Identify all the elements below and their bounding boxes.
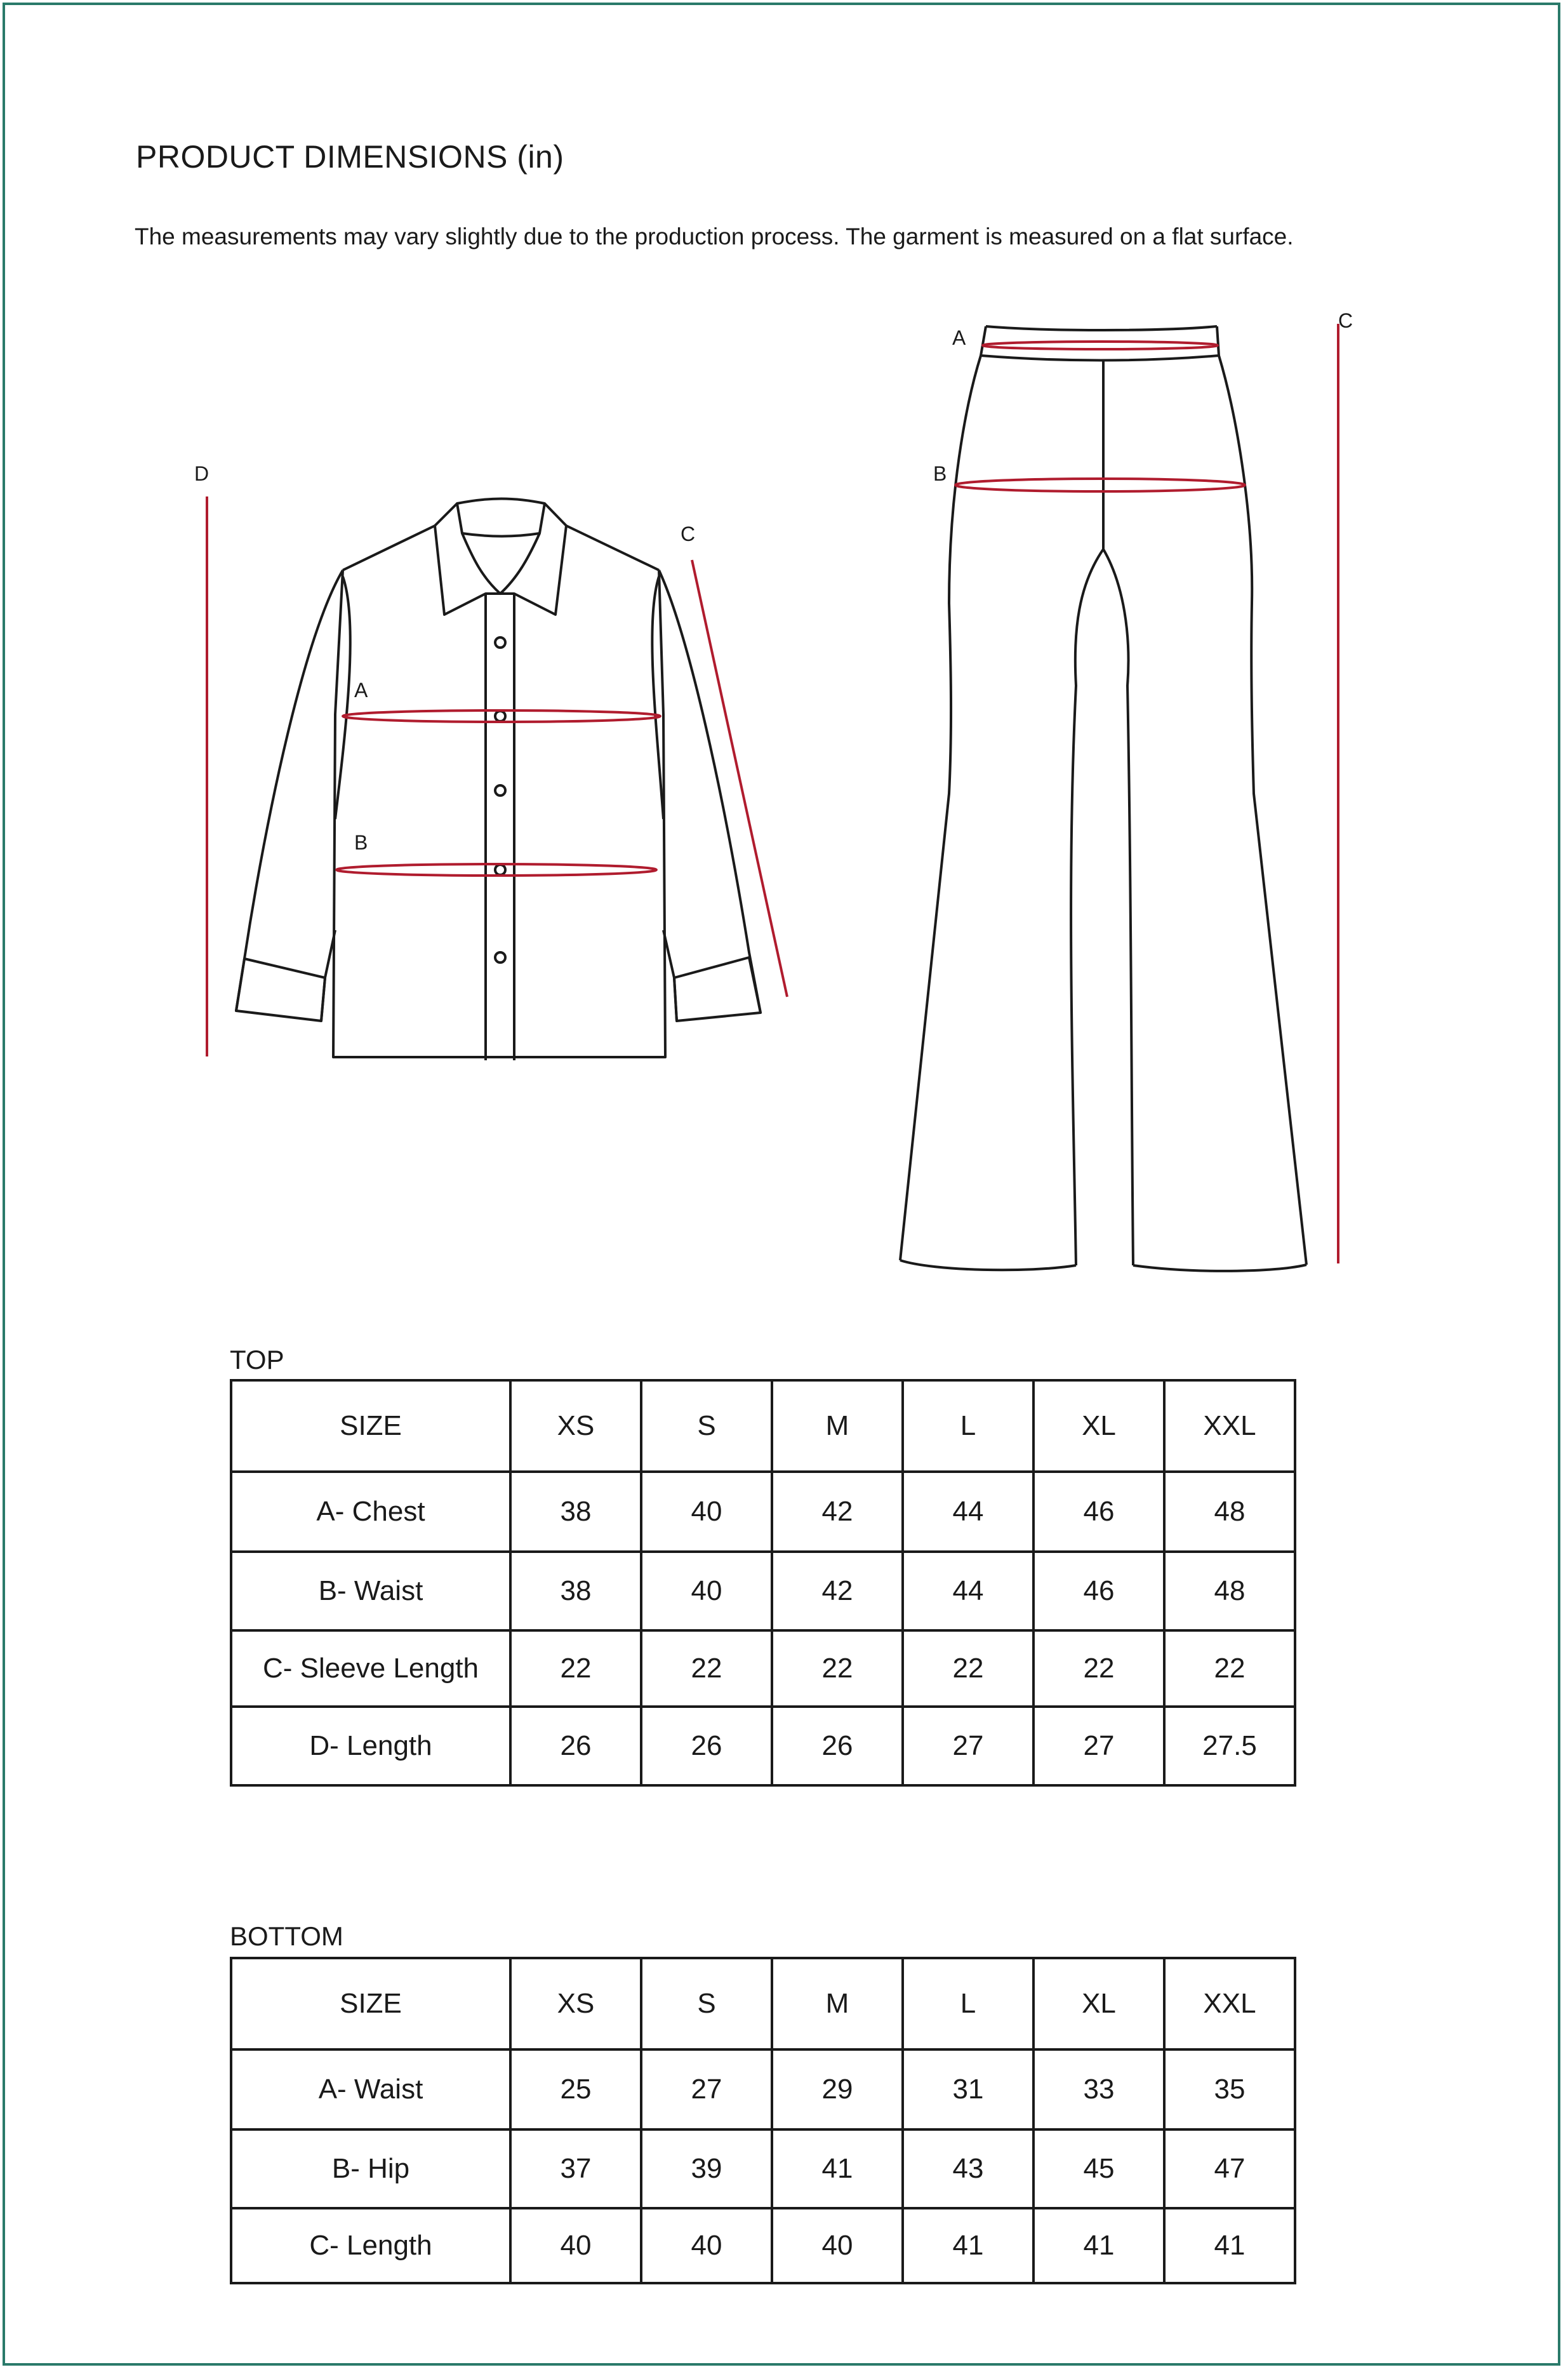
table-cell: 41 <box>903 2208 1033 2283</box>
top-chest-marker: A <box>354 679 368 702</box>
shirt-illustration <box>236 499 761 1061</box>
table-row <box>231 2129 1295 2208</box>
table-cell: 22 <box>510 1630 641 1707</box>
table-cell: 22 <box>772 1630 903 1707</box>
table-header-cell: XXL <box>1164 1958 1295 2049</box>
table-header-cell: SIZE <box>231 1380 510 1472</box>
table-header-cell: M <box>772 1380 903 1472</box>
pants-measure-lines <box>955 324 1338 1263</box>
table-header-cell: S <box>641 1958 772 2049</box>
table-row <box>231 1707 1295 1785</box>
table-cell: 33 <box>1033 2049 1164 2129</box>
table-cell: 29 <box>772 2049 903 2129</box>
table-cell: 37 <box>510 2129 641 2208</box>
top-sleeve-marker: C <box>681 523 696 545</box>
table-header-cell: M <box>772 1958 903 2049</box>
table-row <box>231 1552 1295 1630</box>
table-cell: 48 <box>1164 1552 1295 1630</box>
table-row <box>231 1630 1295 1707</box>
table-row <box>231 2049 1295 2129</box>
table-header-cell: SIZE <box>231 1958 510 2049</box>
table-cell: C- Sleeve Length <box>231 1630 510 1707</box>
table-cell: C- Length <box>231 2208 510 2283</box>
table-cell: 27 <box>903 1707 1033 1785</box>
bottom-waist-line <box>983 342 1218 349</box>
table-cell: 25 <box>510 2049 641 2129</box>
table-cell: B- Hip <box>231 2129 510 2208</box>
bottom-waist-marker: A <box>952 326 966 349</box>
top-sleeve-line <box>692 560 787 997</box>
table-cell: 45 <box>1033 2129 1164 2208</box>
table-cell: 35 <box>1164 2049 1295 2129</box>
table-row <box>231 2208 1295 2283</box>
table-cell: A- Waist <box>231 2049 510 2129</box>
table-cell: 22 <box>641 1630 772 1707</box>
table-header-cell: XXL <box>1164 1380 1295 1472</box>
table-cell: 41 <box>772 2129 903 2208</box>
bottom-hip-marker: B <box>933 462 947 485</box>
top-size-table <box>230 1379 1296 1787</box>
table-cell: 40 <box>641 1472 772 1552</box>
table-cell: 26 <box>510 1707 641 1785</box>
top-length-marker: D <box>194 462 209 485</box>
table-cell: 31 <box>903 2049 1033 2129</box>
table-cell: B- Waist <box>231 1552 510 1630</box>
table-cell: 41 <box>1164 2208 1295 2283</box>
table-header-cell: XL <box>1033 1958 1164 2049</box>
table-cell: 48 <box>1164 1472 1295 1552</box>
table-cell: 38 <box>510 1552 641 1630</box>
table-cell: 42 <box>772 1552 903 1630</box>
table-cell: 26 <box>641 1707 772 1785</box>
table-row <box>231 1472 1295 1552</box>
table-cell: 22 <box>1033 1630 1164 1707</box>
table-cell: 27 <box>1033 1707 1164 1785</box>
bottom-table-label: BOTTOM <box>230 1921 343 1951</box>
table-cell: 41 <box>1033 2208 1164 2283</box>
table-cell: D- Length <box>231 1707 510 1785</box>
table-header-row <box>231 1958 1295 2049</box>
table-cell: 46 <box>1033 1472 1164 1552</box>
table-cell: 46 <box>1033 1552 1164 1630</box>
bottom-hip-line <box>955 479 1245 491</box>
table-cell: 44 <box>903 1552 1033 1630</box>
pants-illustration <box>900 326 1306 1271</box>
bottom-length-marker: C <box>1338 309 1353 332</box>
page-title: PRODUCT DIMENSIONS (in) <box>136 139 564 175</box>
table-cell: 40 <box>510 2208 641 2283</box>
table-header-cell: XS <box>510 1958 641 2049</box>
shirt-measure-lines <box>207 496 787 1056</box>
table-header-row <box>231 1380 1295 1472</box>
bottom-size-table <box>230 1957 1296 2284</box>
top-table-label: TOP <box>230 1345 284 1375</box>
table-cell: 40 <box>641 2208 772 2283</box>
table-cell: 22 <box>1164 1630 1295 1707</box>
table-cell: 43 <box>903 2129 1033 2208</box>
table-header-cell: L <box>903 1958 1033 2049</box>
table-cell: 40 <box>641 1552 772 1630</box>
table-cell: A- Chest <box>231 1472 510 1552</box>
table-cell: 26 <box>772 1707 903 1785</box>
table-cell: 22 <box>903 1630 1033 1707</box>
top-waist-marker: B <box>354 831 368 854</box>
table-cell: 27 <box>641 2049 772 2129</box>
table-cell: 27.5 <box>1164 1707 1295 1785</box>
measurement-note: The measurements may vary slightly due to the production process. The garment is measured on a flat surface. <box>135 223 1294 250</box>
table-cell: 38 <box>510 1472 641 1552</box>
table-header-cell: XS <box>510 1380 641 1472</box>
table-header-cell: S <box>641 1380 772 1472</box>
table-cell: 44 <box>903 1472 1033 1552</box>
table-cell: 42 <box>772 1472 903 1552</box>
table-cell: 47 <box>1164 2129 1295 2208</box>
table-header-cell: L <box>903 1380 1033 1472</box>
table-cell: 39 <box>641 2129 772 2208</box>
table-cell: 40 <box>772 2208 903 2283</box>
table-header-cell: XL <box>1033 1380 1164 1472</box>
